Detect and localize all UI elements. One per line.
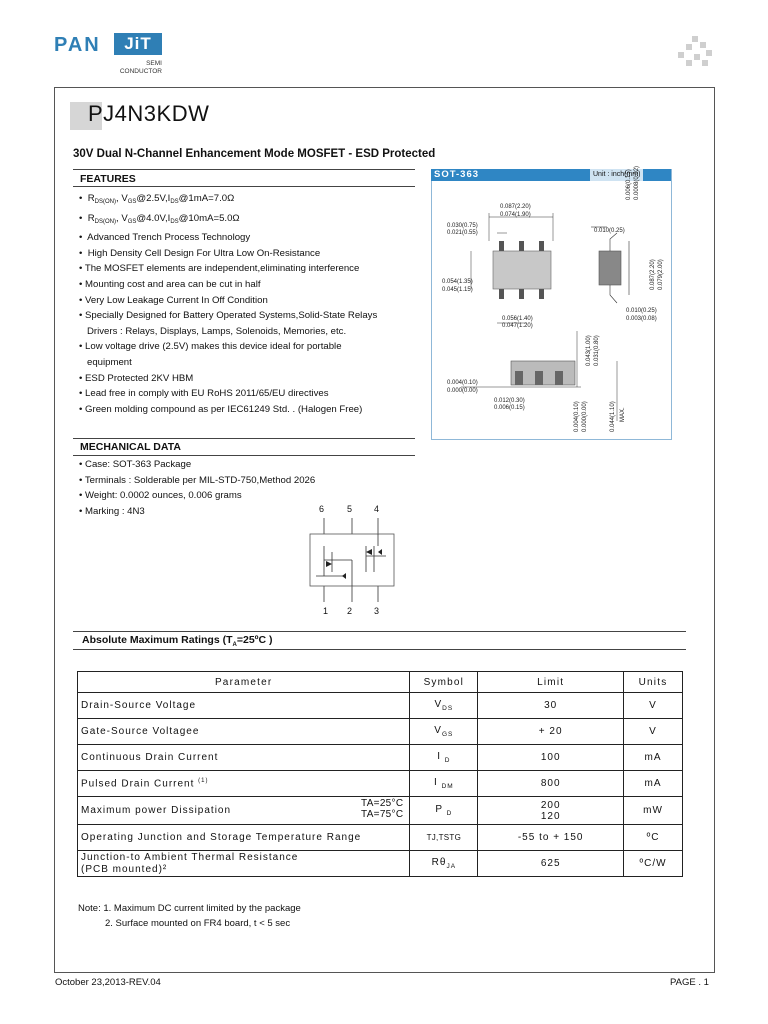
table-row: Junction-to Ambient Thermal Resistance (PCB mounted)² $R\theta_{JA}$ 625 ºC/W (78, 851, 683, 877)
package-side-view (599, 251, 621, 285)
column-header: Units (624, 672, 683, 693)
pin-label: 3 (374, 606, 380, 616)
list-item: Drivers : Relays, Displays, Lamps, Solenoids, Memories, etc. (87, 325, 347, 337)
list-item: • Mounting cost and area can be cut in half (79, 278, 261, 290)
dim-label: 0.044(1.10) (610, 401, 616, 432)
list-item: • Terminals : Solderable per MIL-STD-750,Method 2026 (79, 474, 316, 486)
feature-rds-1: • $R_{DS(ON)}$, $V_{GS}@2.5V,I_{DS}@1mA=7.0\Omega$ (79, 193, 235, 205)
pin-label: 6 (319, 504, 325, 514)
column-header: Symbol (410, 672, 478, 693)
divider (73, 631, 686, 632)
dim-label: 0.004(0.10) (574, 401, 580, 432)
dim-label: 0.056(1.40) (502, 316, 533, 322)
list-item: • Case: SOT-363 Package (79, 459, 192, 470)
list-item: • High Density Cell Design For Ultra Low On-Resistance (79, 247, 321, 259)
table-row: Gate-Source Voltagee $V_{GS}$ + 20 V (78, 719, 683, 745)
logo-subtitle (114, 60, 162, 76)
divider (73, 169, 415, 170)
dim-label: MAX. (620, 407, 626, 422)
table-row: Drain-Source Voltage $V_{DS}$ 30 V (78, 693, 683, 719)
list-item: • Advanced Trench Process Technology (79, 232, 251, 244)
table-row: Pulsed Drain Current $^{(1)}$ I $_{DM}$ 800 mA (78, 771, 683, 797)
dim-label: 0.012(0.30) (494, 398, 525, 404)
dim-label: 0.054(1.35) (442, 279, 473, 285)
dim-label: 0.000(0.00) (447, 388, 478, 394)
column-header: Limit (478, 672, 624, 693)
page-number: PAGE . 1 (670, 977, 709, 988)
package-unit: Unit : inch(mm) (590, 169, 643, 181)
note-2: 2. Surface mounted on FR4 board, t < 5 sec (105, 918, 291, 929)
features-list (79, 191, 377, 417)
dim-label: 0.047(1.20) (502, 323, 533, 329)
list-item: • Green molding compound as per IEC61249 Std. . (Halogen Free) (79, 403, 363, 415)
part-number-title: PJ4N3KDW (88, 101, 210, 126)
dim-label: 0.030(0.75) (447, 223, 478, 229)
list-item: • Specially Designed for Battery Operated Systems,Solid-State Relays (79, 310, 378, 322)
package-body-top-view (493, 251, 551, 289)
list-item: • ESD Protected 2KV HBM (79, 372, 194, 384)
mechanical-heading: MECHANICAL DATA (80, 441, 181, 453)
pinout-diagram (306, 516, 398, 604)
column-header: Parameter (78, 672, 410, 693)
dim-label: 0.006(0.15) (494, 405, 525, 411)
dim-label: 0.045(1.15) (442, 287, 473, 293)
dim-label: 0.004(0.10) (447, 380, 478, 386)
part-subtitle: 30V Dual N-Channel Enhancement Mode MOSFET - ESD Protected (73, 148, 436, 160)
dim-label: 0.087(2.20) (500, 204, 531, 210)
dim-label: 0.010(0.25) (626, 308, 657, 314)
logo-jit: JiT (114, 33, 162, 55)
revision-date: October 23,2013-REV.04 (55, 977, 161, 988)
corner-decoration (678, 36, 712, 66)
divider (73, 649, 686, 650)
divider (73, 186, 415, 187)
dim-label: 0.000(0.00) (582, 401, 588, 432)
table-row: Maximum power Dissipation TA=25°C TA=75°C P $_D$ 200 120 mW (78, 797, 683, 825)
list-item: • Very Low Leakage Current In Off Condition (79, 294, 268, 306)
pin-label: 5 (347, 504, 353, 514)
list-item: • Low voltage drive (2.5V) makes this device ideal for portable (79, 341, 342, 353)
list-item: • The MOSFET elements are independent,eliminating interference (79, 263, 360, 275)
features-heading: FEATURES (80, 173, 136, 185)
dim-label: 0.021(0.55) (447, 230, 478, 236)
list-item: • Weight: 0.0002 ounces, 0.006 grams (79, 490, 242, 502)
dim-label: 0.003(0.08) (626, 316, 657, 322)
dim-label: 0.087(2.20) (650, 259, 656, 290)
note-1: Note: 1. Maximum DC current limited by the package (78, 903, 301, 914)
list-item: • Marking : 4N3 (79, 505, 145, 517)
ratings-table (77, 671, 683, 877)
pin-label: 4 (374, 504, 380, 514)
divider (73, 438, 415, 439)
dim-label: 0.010(0.25) (594, 228, 625, 234)
package-name: SOT-363 (434, 169, 480, 180)
logo-sub-semi: SEMI (146, 60, 162, 67)
divider (73, 455, 415, 456)
table-header-row (78, 672, 683, 693)
dim-label: 0.0008(0.02) (634, 165, 640, 200)
pin-label: 1 (323, 606, 329, 616)
dim-label: 0.079(2.00) (658, 259, 664, 290)
dim-label: 0.031(0.80) (594, 335, 600, 366)
dim-label: 0.006(0.15) (626, 169, 632, 200)
list-item: • Lead free in comply with EU RoHS 2011/65/EU directives (79, 388, 329, 400)
logo-sub-conductor: CONDUCTOR (119, 68, 162, 75)
pin-label: 2 (347, 606, 353, 616)
table-row: Operating Junction and Storage Temperature Range TJ,TSTG -55 to + 150 ºC (78, 825, 683, 851)
mechanical-list (79, 457, 315, 519)
dim-label: 0.074(1.90) (500, 212, 531, 218)
dim-label: 0.043(1.00) (586, 335, 592, 366)
logo-pan: PAN (54, 34, 101, 56)
list-item: equipment (87, 356, 132, 368)
ratings-heading: Absolute Maximum Ratings ($T_A=25ºC$ ) (82, 634, 273, 649)
feature-rds-2: • $R_{DS(ON)}$, $V_{GS}@4.0V,I_{DS}@10mA=5.0\Omega$ (79, 212, 240, 225)
table-row: Continuous Drain Current I $_D$ 100 mA (78, 745, 683, 771)
